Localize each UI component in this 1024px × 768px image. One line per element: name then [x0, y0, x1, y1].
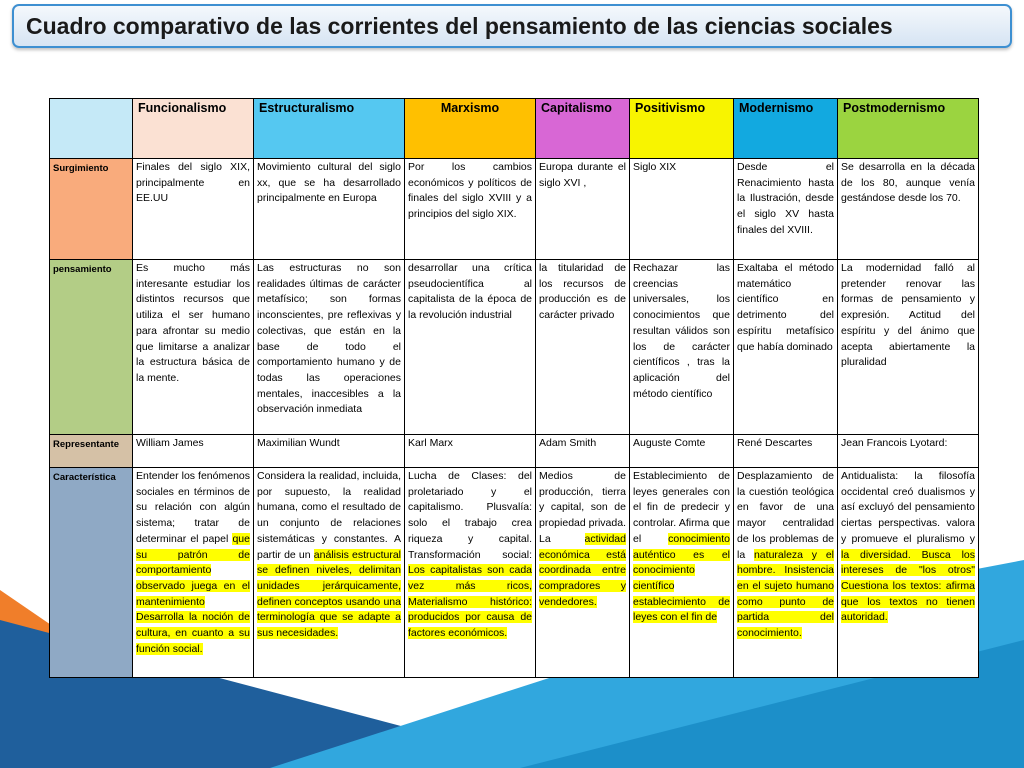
table-cell: Europa durante el siglo XVI ,	[536, 159, 630, 260]
highlighted-text: que su patrón de comportamiento observado juega en el mantenimiento Desarrolla la noción de cultura, en cuanto a su función social.	[136, 532, 250, 655]
cell-text: Lucha de Clases: del proletariado y el capitalismo. Plusvalía: solo el trabajo crea riqueza y capital. Transformación social:	[408, 470, 532, 561]
column-header-positivismo: Positivismo	[630, 99, 734, 159]
cell-text: Establecimiento de leyes generales con el fin de predecir y controlar. Afirma que el	[633, 470, 730, 545]
table-cell: Es mucho más interesante estudiar los distintos recursos que utiliza el ser humano para afrontar su medio que limitarse a analizar la estructura básica de la mente.	[133, 260, 254, 435]
table-row-pensamiento	[50, 260, 979, 435]
cell-text: Desplazamiento de la cuestión teológica en favor de una mayor centralidad de los problemas de la	[737, 470, 834, 561]
table-cell: Finales del siglo XIX, principalmente en EE.UU	[133, 159, 254, 260]
row-header-surgimiento: Surgimiento	[50, 159, 133, 260]
table-cell: Desde el Renacimiento hasta la Ilustración, desde el siglo XV hasta finales del XVIII.	[734, 159, 838, 260]
table-cell: Rechazar las creencias universales, los conocimientos que resultan válidos son los de carácter científicos , tras la aplicación del método científico	[630, 260, 734, 435]
table-cell: desarrollar una crítica pseudocientífica al capitalista de la época de la revolución industrial	[405, 260, 536, 435]
highlighted-text: análisis estructural se definen niveles, delimitan unidades jerárquicamente, definen conceptos usando una terminología que se adapte a sus necesidades.	[257, 548, 401, 640]
column-header-capitalismo: Capitalismo	[536, 99, 630, 159]
table-cell: La modernidad falló al pretender renovar las formas de pensamiento y expresión. Actitud del espíritu y del ánimo que acepta abiertamente la pluralidad	[838, 260, 979, 435]
table-row-surgimiento	[50, 159, 979, 260]
table-cell: Maximilian Wundt	[254, 435, 405, 468]
row-header-pensamiento: pensamiento	[50, 260, 133, 435]
highlighted-text: Los capitalistas son cada vez más ricos, Materialismo histórico: producidos por causa de factores económicos.	[408, 564, 532, 640]
highlighted-text: naturaleza y el hombre. Insistencia en el sujeto humano como punto de partida del conocimiento.	[737, 548, 834, 640]
header-row	[50, 99, 979, 159]
table-row-caracteristica	[50, 468, 979, 678]
table-cell	[838, 468, 979, 678]
comparison-table	[49, 98, 979, 678]
highlighted-text: la diversidad. Busca los intereses de "los otros" Cuestiona los textos: afirma que los textos no tienen autoridad.	[841, 548, 975, 624]
column-header-funcionalismo: Funcionalismo	[133, 99, 254, 159]
table-cell: William James	[133, 435, 254, 468]
table-cell: Las estructuras no son realidades últimas de carácter metafísico; son formas inconscientes, pre reflexivas y colectivas, que están en la base de todo el comportamiento humano y de todas las operaciones mentales, inaccesibles a la observación inmediata	[254, 260, 405, 435]
column-header-estructuralismo: Estructuralismo	[254, 99, 405, 159]
column-header-modernismo: Modernismo	[734, 99, 838, 159]
highlighted-text: actividad económica está coordinada entre compradores y vendedores.	[539, 532, 626, 608]
table-row-representante	[50, 435, 979, 468]
page-title: Cuadro comparativo de las corrientes del pensamiento de las ciencias sociales	[26, 13, 893, 39]
table-cell: Se desarrolla en la década de los 80, aunque venía gestándose desde los 70.	[838, 159, 979, 260]
table-cell: Jean Francois Lyotard:	[838, 435, 979, 468]
table-cell: Movimiento cultural del siglo xx, que se ha desarrollado principalmente en Europa	[254, 159, 405, 260]
table-cell: Por los cambios económicos y políticos de finales del siglo XVIII y a principios del siglo XIX.	[405, 159, 536, 260]
table-cell: Auguste Comte	[630, 435, 734, 468]
column-header-postmodernismo: Postmodernismo	[838, 99, 979, 159]
table-cell: Karl Marx	[405, 435, 536, 468]
table-cell: la titularidad de los recursos de producción es de carácter privado	[536, 260, 630, 435]
column-header-marxismo: Marxismo	[405, 99, 536, 159]
cell-text: Considera la realidad, incluida, por supuesto, la realidad humana, como el resultado de un conjunto de relaciones sistemáticas y constantes. A partir de un	[257, 470, 401, 561]
table-cell: Siglo XIX	[630, 159, 734, 260]
row-header-caracteristica: Característica	[50, 468, 133, 678]
cell-text: Antidualista: la filosofía occidental creó dualismos y así excluyó del pensamiento ciertas perspectivas. valora y promueve el pluralismo y	[841, 470, 975, 545]
cell-text: Entender los fenómenos sociales en términos de su relación con algún sistema; tratar de determinar el papel	[136, 470, 250, 545]
table-cell	[405, 468, 536, 678]
title-bar	[12, 4, 1012, 48]
table-cell	[254, 468, 405, 678]
table-cell	[734, 468, 838, 678]
table-cell	[630, 468, 734, 678]
corner-cell	[50, 99, 133, 159]
table-cell	[536, 468, 630, 678]
table-cell	[133, 468, 254, 678]
table-cell: Exaltaba el método matemático científico en detrimento del espíritu metafísico que había dominado	[734, 260, 838, 435]
highlighted-text: conocimiento auténtico es el conocimiento científico establecimiento de leyes con el fin de	[633, 532, 730, 624]
table-cell: Adam Smith	[536, 435, 630, 468]
cell-text: Medios de producción, tierra y capital, son de propiedad privada. La	[539, 470, 626, 545]
table-cell: René Descartes	[734, 435, 838, 468]
row-header-representante: Representante	[50, 435, 133, 468]
